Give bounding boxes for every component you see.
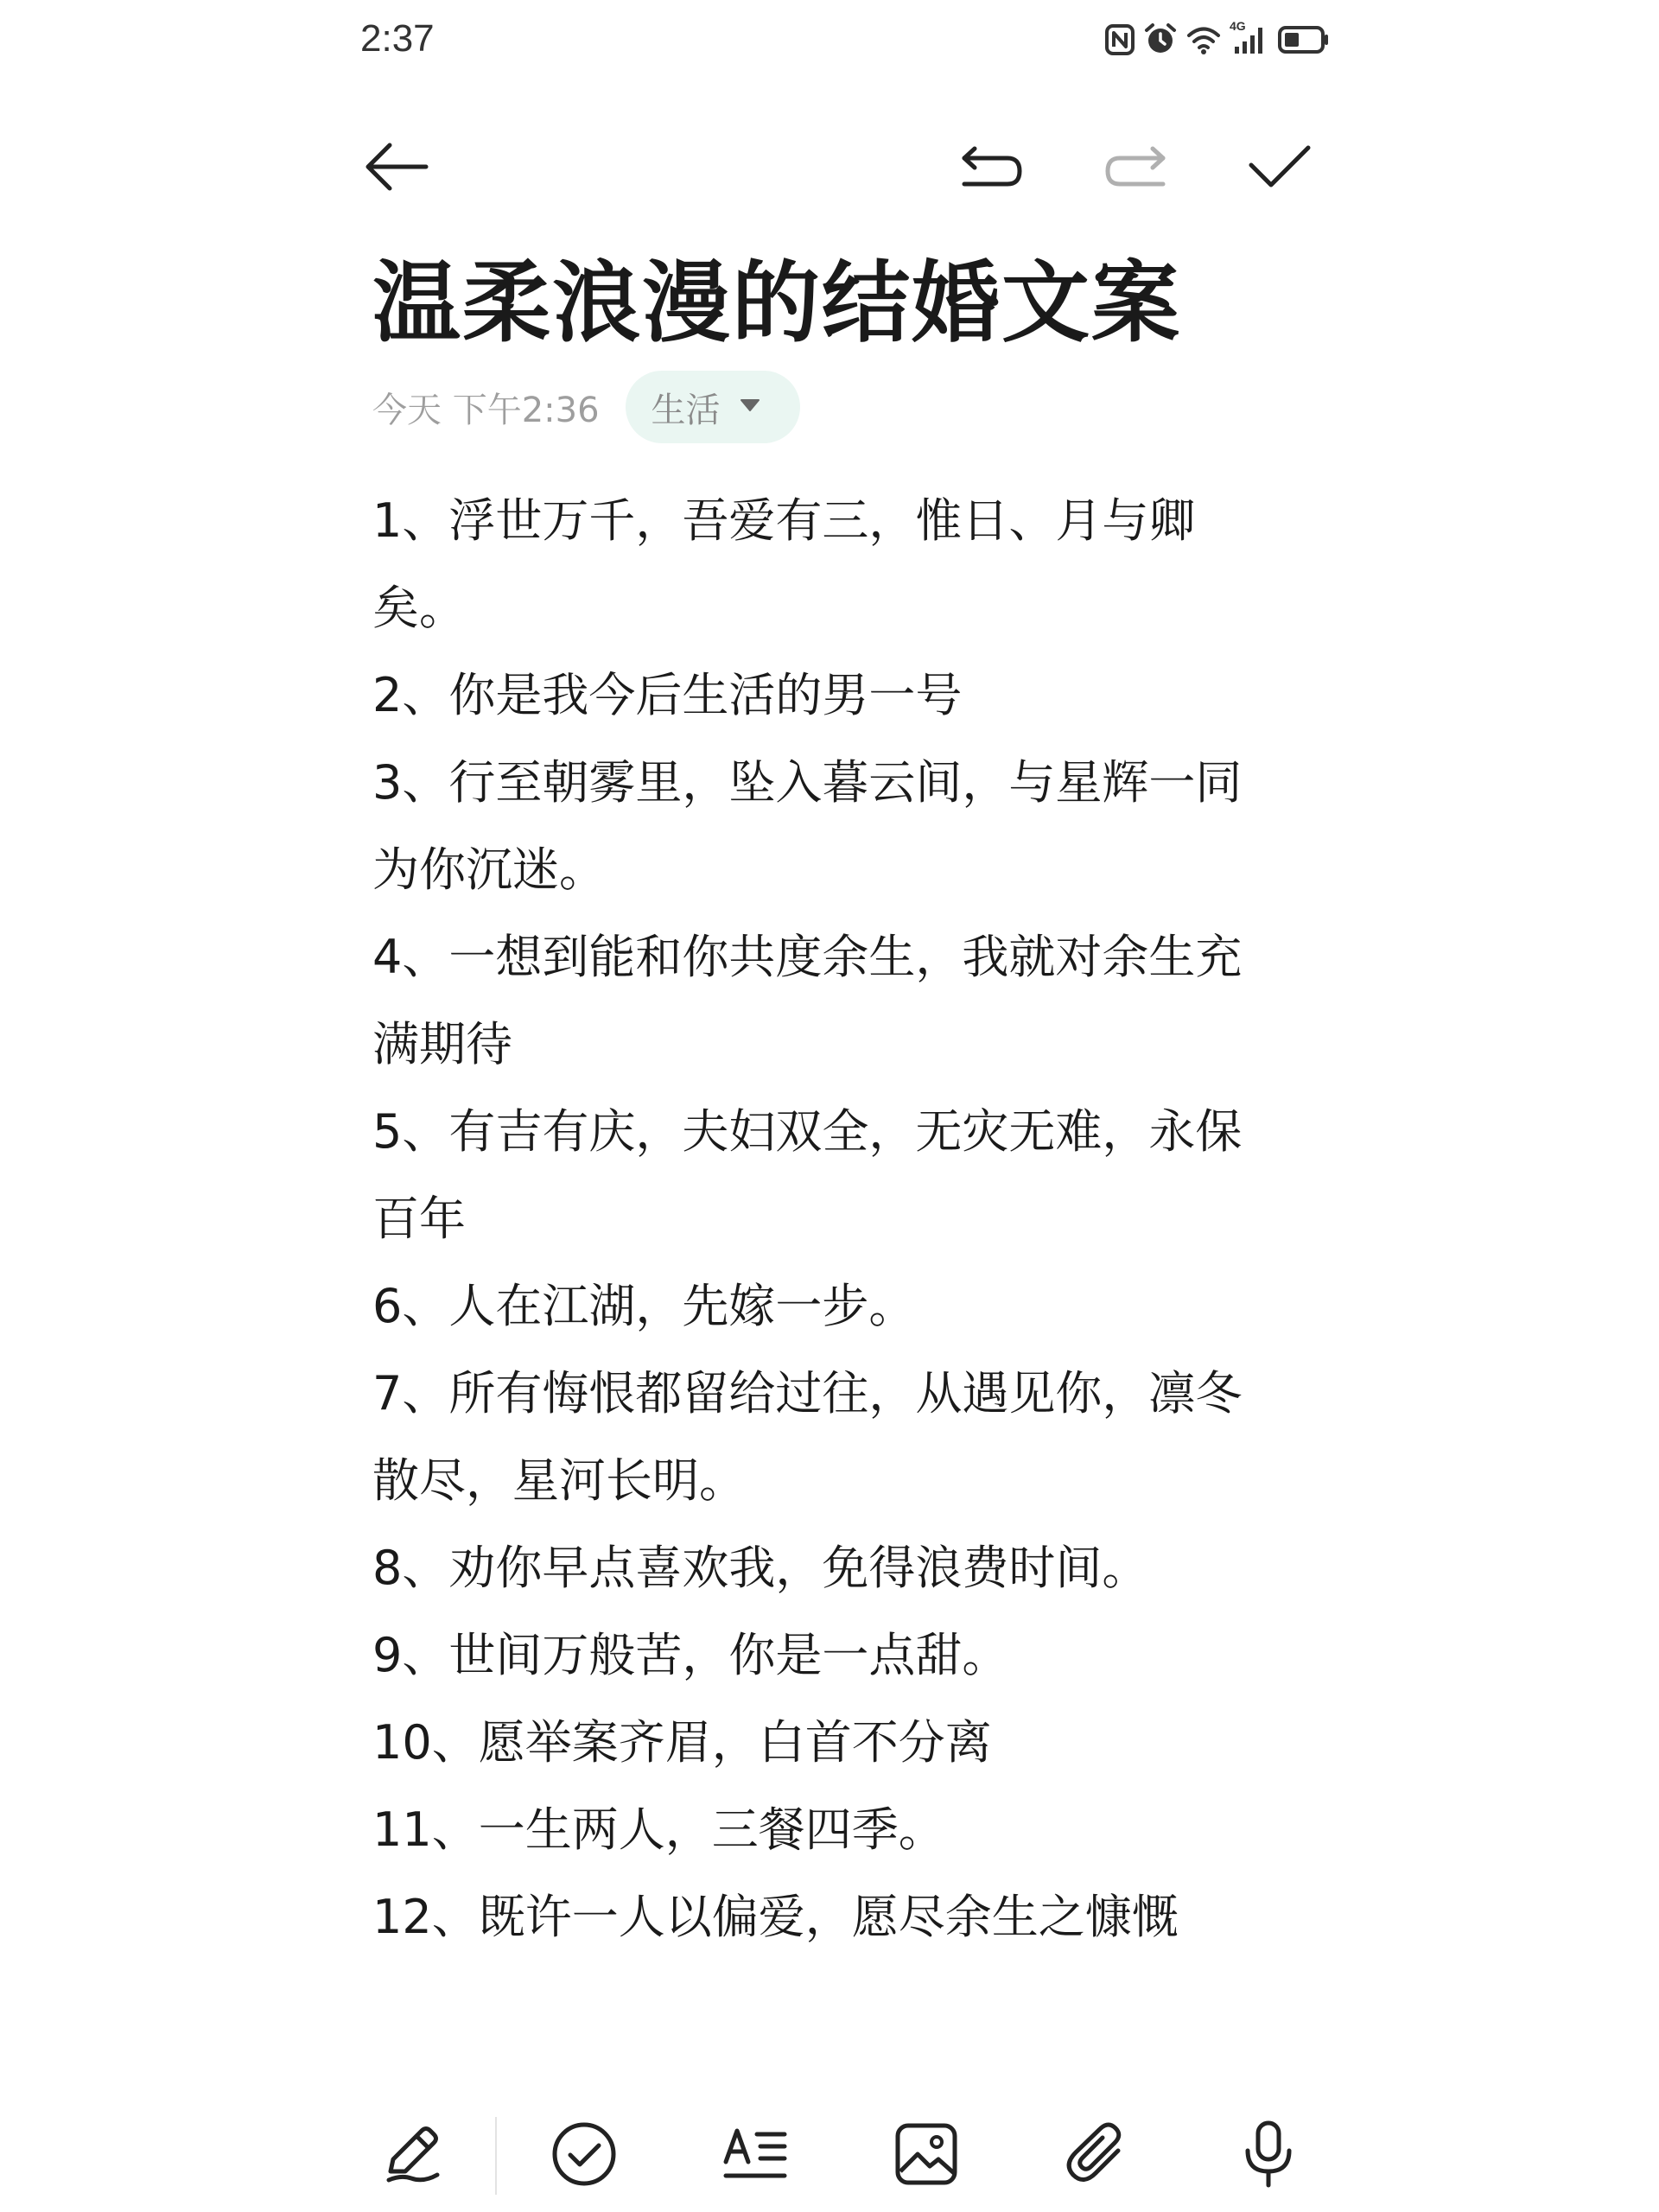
attachment-icon [1065,2121,1130,2190]
checklist-icon [550,2120,618,2191]
top-toolbar [357,125,1330,212]
note-line: 10、愿举案齐眉，白首不分离 [372,1715,992,1770]
voice-input-button[interactable] [1221,2108,1316,2203]
text-format-icon [722,2124,788,2188]
note-line: 6、人在江湖，先嫁一步。 [372,1279,916,1333]
note-line: 5、有吉有庆，夫妇双全，无灾无难，永保百年 [372,1104,1243,1246]
signal-4g-icon [1230,19,1269,57]
done-button[interactable] [1236,125,1323,212]
note-line: 2、你是我今后生活的男一号 [372,668,963,722]
note-line: 12、既许一人以偏爱，愿尽余生之慷慨 [372,1890,1179,1944]
note-meta [372,370,800,444]
status-time: 2:37 [360,17,435,60]
microphone-icon [1241,2120,1296,2192]
note-editor-screen [357,0,1330,2212]
category-selector[interactable] [626,371,800,443]
status-icons [1105,21,1330,59]
back-arrow-icon [364,141,429,196]
network-type-label: 4G [1230,19,1246,33]
bottom-toolbar [357,2108,1330,2203]
status-bar [357,0,1330,83]
note-line: 3、行至朝雾里，坠入暮云间，与星辉一同为你沉迷。 [372,755,1243,897]
wifi-icon [1186,24,1221,55]
checklist-button[interactable] [537,2108,632,2203]
undo-icon [959,145,1023,192]
text-format-button[interactable] [708,2108,803,2203]
note-body[interactable] [372,477,1280,1961]
note-title[interactable]: 温柔浪漫的结婚文案 [372,252,1181,355]
undo-button[interactable] [948,125,1034,212]
note-line: 11、一生两人，三餐四季。 [372,1802,945,1857]
attachment-button[interactable] [1050,2108,1145,2203]
pen-icon [380,2121,446,2190]
note-line: 7、所有悔恨都留给过往，从遇见你，凛冬散尽，星河长明。 [372,1366,1243,1508]
note-line: 1、浮世万千，吾爱有三，惟日、月与卿矣。 [372,493,1196,635]
category-label: 生活 [651,390,721,430]
nfc-icon [1105,24,1135,55]
handwriting-button[interactable] [365,2108,461,2203]
toolbar-divider [495,2117,497,2195]
note-line: 9、世间万般苦，你是一点甜。 [372,1628,1009,1682]
note-line: 8、劝你早点喜欢我，免得浪费时间。 [372,1541,1149,1595]
redo-button[interactable] [1093,125,1179,212]
dropdown-triangle-icon [740,397,760,416]
alarm-icon [1143,22,1178,57]
image-icon [893,2121,959,2190]
back-button[interactable] [353,125,440,212]
battery-icon [1278,26,1330,54]
note-line: 4、一想到能和你共度余生，我就对余生充满期待 [372,930,1243,1071]
insert-image-button[interactable] [879,2108,974,2203]
note-date: 今天 下午2:36 [372,390,600,430]
check-icon [1247,143,1313,194]
redo-icon [1104,145,1168,192]
